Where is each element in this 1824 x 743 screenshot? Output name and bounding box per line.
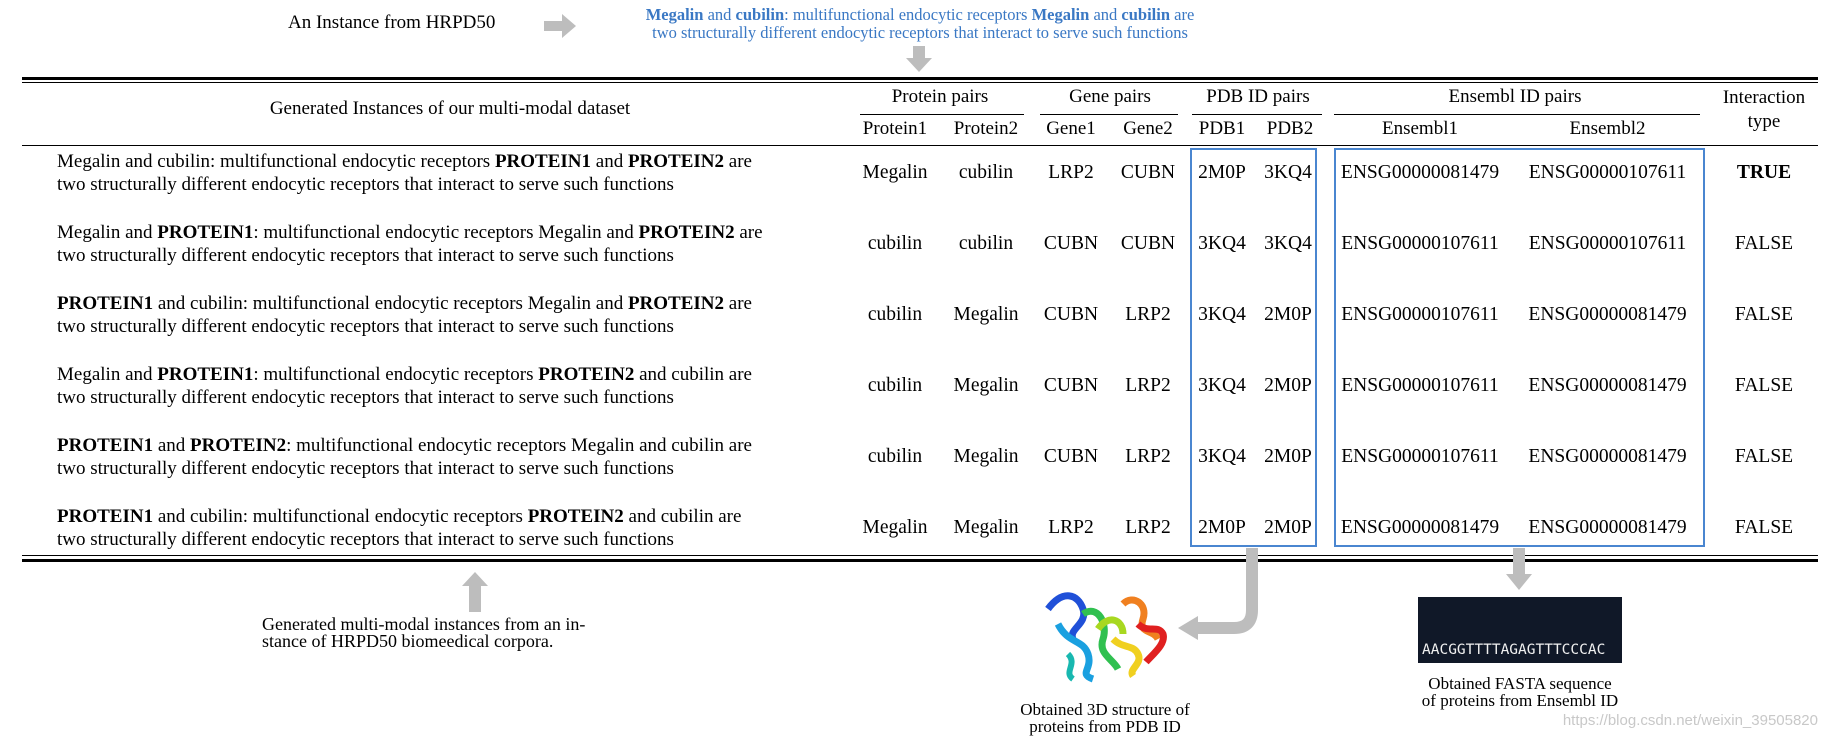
row-sentence [57,363,847,409]
text-segment: and [703,5,736,24]
cell-interaction: FALSE [1734,517,1794,538]
cell-ensembl1: ENSG00000107611 [1341,233,1499,254]
generated-caption-line2: stance of HRPD50 biomeedical corpora. [262,631,554,651]
text-segment: and cubilin: multifunctional endocytic receptors Megalin and [153,293,628,314]
gene-cmidrule [1040,114,1178,115]
group-header-gene: Gene pairs [1069,86,1151,107]
subheader-pdb2: PDB2 [1266,118,1314,139]
structure-caption-line1: Obtained 3D structure of [1020,700,1190,719]
cell-protein2: cubilin [958,162,1014,183]
cell-pdb2: 3KQ4 [1264,162,1312,183]
cell-gene2: LRP2 [1125,446,1171,467]
pdb-cmidrule [1192,114,1322,115]
cell-ensembl2: ENSG00000081479 [1528,375,1687,396]
cell-gene1: LRP2 [1048,162,1094,183]
cell-pdb1: 2M0P [1198,517,1246,538]
row-sentence-line1 [57,505,847,528]
bold-token: Megalin [645,5,704,24]
cell-gene2: LRP2 [1125,517,1171,538]
subheader-pdb1: PDB1 [1198,118,1246,139]
text-segment: and cubilin are [623,506,742,527]
header-bottom-rule [22,145,1818,146]
group-header-protein: Protein pairs [891,86,989,107]
generated-caption-line1: Generated multi-modal instances from an in- [262,614,586,634]
text-segment: : multifunctional endocytic receptors Megalin and [253,222,639,243]
cell-protein2: Megalin [953,304,1019,325]
subheader-ensembl1: Ensembl1 [1382,118,1458,139]
row-sentence-line2: two structurally different endocytic receptors that interact to serve such functions [57,387,674,408]
cell-gene2: LRP2 [1125,304,1171,325]
bold-token: PROTEIN1 [157,364,254,385]
row-sentence-line1 [57,292,847,315]
text-segment: and [153,435,191,456]
bold-token: PROTEIN2 [190,435,287,456]
bold-token: PROTEIN1 [57,435,154,456]
bold-token: PROTEIN2 [527,506,624,527]
fasta-sequence-panel [1418,597,1622,663]
cell-pdb1: 3KQ4 [1198,304,1246,325]
row-sentence [57,292,847,338]
subheader-protein1: Protein1 [862,118,928,139]
cell-ensembl2: ENSG00000107611 [1528,162,1687,183]
fasta-caption-line1: Obtained FASTA sequence [1428,674,1612,693]
down-arrow-icon [906,46,932,72]
generated-caption [262,616,662,650]
row-sentence-line2: two structurally different endocytic receptors that interact to serve such functions [57,174,674,195]
bold-token: PROTEIN2 [627,151,725,172]
bold-token: PROTEIN1 [494,151,592,172]
col-header-instances: Generated Instances of our multi-modal dataset [269,98,631,119]
protein-structure-image [1038,584,1168,684]
row-sentence-line1 [57,150,847,173]
cell-ensembl1: ENSG00000081479 [1340,517,1500,538]
row-sentence [57,221,847,267]
cell-pdb1: 3KQ4 [1198,446,1246,467]
cell-pdb1: 3KQ4 [1198,375,1246,396]
fasta-caption [1400,675,1640,709]
cell-ensembl2: ENSG00000107611 [1528,233,1687,254]
source-sentence-line1 [560,6,1280,24]
row-sentence-line2: two structurally different endocytic receptors that interact to serve such functions [57,458,674,479]
row-sentence [57,150,847,196]
row-sentence-line2: two structurally different endocytic receptors that interact to serve such functions [57,316,674,337]
bold-token: PROTEIN2 [538,364,635,385]
group-header-ensembl: Ensembl ID pairs [1448,86,1582,107]
bold-token: PROTEIN1 [57,293,154,314]
bold-token: PROTEIN1 [157,222,254,243]
row-sentence-line2: two structurally different endocytic receptors that interact to serve such functions [57,245,674,266]
cell-pdb2: 3KQ4 [1264,233,1312,254]
protein-cmidrule [860,114,1024,115]
text-segment: are [1170,5,1195,24]
row-sentence-line2: two structurally different endocytic receptors that interact to serve such functions [57,529,674,550]
bold-token: Megalin [1031,5,1090,24]
text-segment: : multifunctional endocytic receptors [784,5,1032,24]
cell-protein1: cubilin [867,446,923,467]
source-sentence [560,6,1280,42]
cell-gene1: CUBN [1043,233,1099,254]
ensembl-cmidrule [1334,114,1700,115]
fasta-caption-line2: of proteins from Ensembl ID [1421,691,1619,710]
cell-gene1: CUBN [1043,304,1099,325]
cell-protein1: cubilin [867,233,923,254]
table-top-rule [22,77,1818,80]
text-segment: and [591,151,628,172]
up-arrow-icon [462,572,488,612]
elbow-arrow-left-icon [1170,548,1270,648]
text-segment: Megalin and [57,364,158,385]
fasta-line: AACGGTTTTAGAGTTTCCCAC [1422,642,1606,658]
subheader-ensembl2: Ensembl2 [1569,118,1646,139]
cell-ensembl2: ENSG00000081479 [1528,304,1687,325]
cell-gene2: LRP2 [1125,375,1171,396]
bold-token: PROTEIN1 [57,506,154,527]
source-sentence-line2: two structurally different endocytic receptors that interact to serve such functions [652,23,1188,42]
subheader-protein2: Protein2 [953,118,1019,139]
pdb-highlight-box [1190,148,1317,547]
row-sentence [57,434,847,480]
text-segment: Megalin and cubilin: multifunctional endocytic receptors [57,151,495,172]
cell-pdb2: 2M0P [1264,517,1312,538]
cell-interaction: FALSE [1734,233,1794,254]
text-segment: and [1089,5,1122,24]
fasta-line [1422,660,1622,663]
source-label: An Instance from HRPD50 [288,12,496,33]
cell-protein2: Megalin [953,446,1019,467]
cell-protein2: Megalin [953,375,1019,396]
watermark: https://blog.csdn.net/weixin_39505820 [1562,712,1818,729]
text-segment: and cubilin: multifunctional endocytic receptors [153,506,528,527]
table-top-rule-2 [22,82,1818,83]
text-segment: Megalin and [57,222,158,243]
table-bottom-rule-2 [22,559,1818,562]
cell-gene2: CUBN [1120,233,1176,254]
table-bottom-rule [22,555,1818,556]
cell-ensembl1: ENSG00000081479 [1340,162,1500,183]
group-header-pdb: PDB ID pairs [1206,86,1310,107]
text-segment: : multifunctional endocytic receptors Megalin and cubilin are [286,435,752,456]
cell-interaction: FALSE [1734,304,1794,325]
cell-pdb1: 3KQ4 [1198,233,1246,254]
cell-ensembl2: ENSG00000081479 [1528,446,1687,467]
row-sentence-line1 [57,221,847,244]
cell-ensembl1: ENSG00000107611 [1341,304,1499,325]
structure-caption [1000,701,1210,735]
cell-interaction: FALSE [1734,446,1794,467]
row-sentence-line1 [57,363,847,386]
cell-pdb1: 2M0P [1198,162,1246,183]
interaction-header-line2: type [1747,111,1781,132]
cell-ensembl1: ENSG00000107611 [1341,446,1499,467]
cell-gene1: CUBN [1043,446,1099,467]
text-segment: are [724,151,752,172]
cell-ensembl2: ENSG00000081479 [1528,517,1687,538]
down-arrow-fasta-icon [1506,548,1532,590]
cell-protein1: Megalin [862,517,928,538]
cell-gene1: LRP2 [1048,517,1094,538]
cell-protein2: Megalin [953,517,1019,538]
text-segment: and cubilin are [634,364,752,385]
structure-caption-line2: proteins from PDB ID [1029,717,1181,736]
bold-token: PROTEIN2 [627,293,725,314]
subheader-gene2: Gene2 [1123,118,1173,139]
cell-ensembl1: ENSG00000107611 [1341,375,1499,396]
cell-protein2: cubilin [958,233,1014,254]
bold-token: cubilin [1121,5,1170,24]
cell-pdb2: 2M0P [1264,304,1312,325]
ensembl-highlight-box [1334,148,1705,547]
cell-protein1: Megalin [862,162,928,183]
text-segment: are [734,222,763,243]
cell-pdb2: 2M0P [1264,375,1312,396]
bold-token: cubilin [735,5,785,24]
interaction-header-line1: Interaction [1722,87,1806,108]
cell-gene1: CUBN [1043,375,1099,396]
row-sentence [57,505,847,551]
cell-gene2: CUBN [1120,162,1176,183]
text-segment: : multifunctional endocytic receptors [253,364,539,385]
bold-token: PROTEIN2 [638,222,735,243]
subheader-gene1: Gene1 [1046,118,1096,139]
cell-protein1: cubilin [867,304,923,325]
group-header-interaction [1704,86,1824,134]
cell-protein1: cubilin [867,375,923,396]
cell-interaction: FALSE [1734,375,1794,396]
text-segment: are [724,293,752,314]
row-sentence-line1 [57,434,847,457]
cell-interaction: TRUE [1736,162,1792,183]
cell-pdb2: 2M0P [1264,446,1312,467]
